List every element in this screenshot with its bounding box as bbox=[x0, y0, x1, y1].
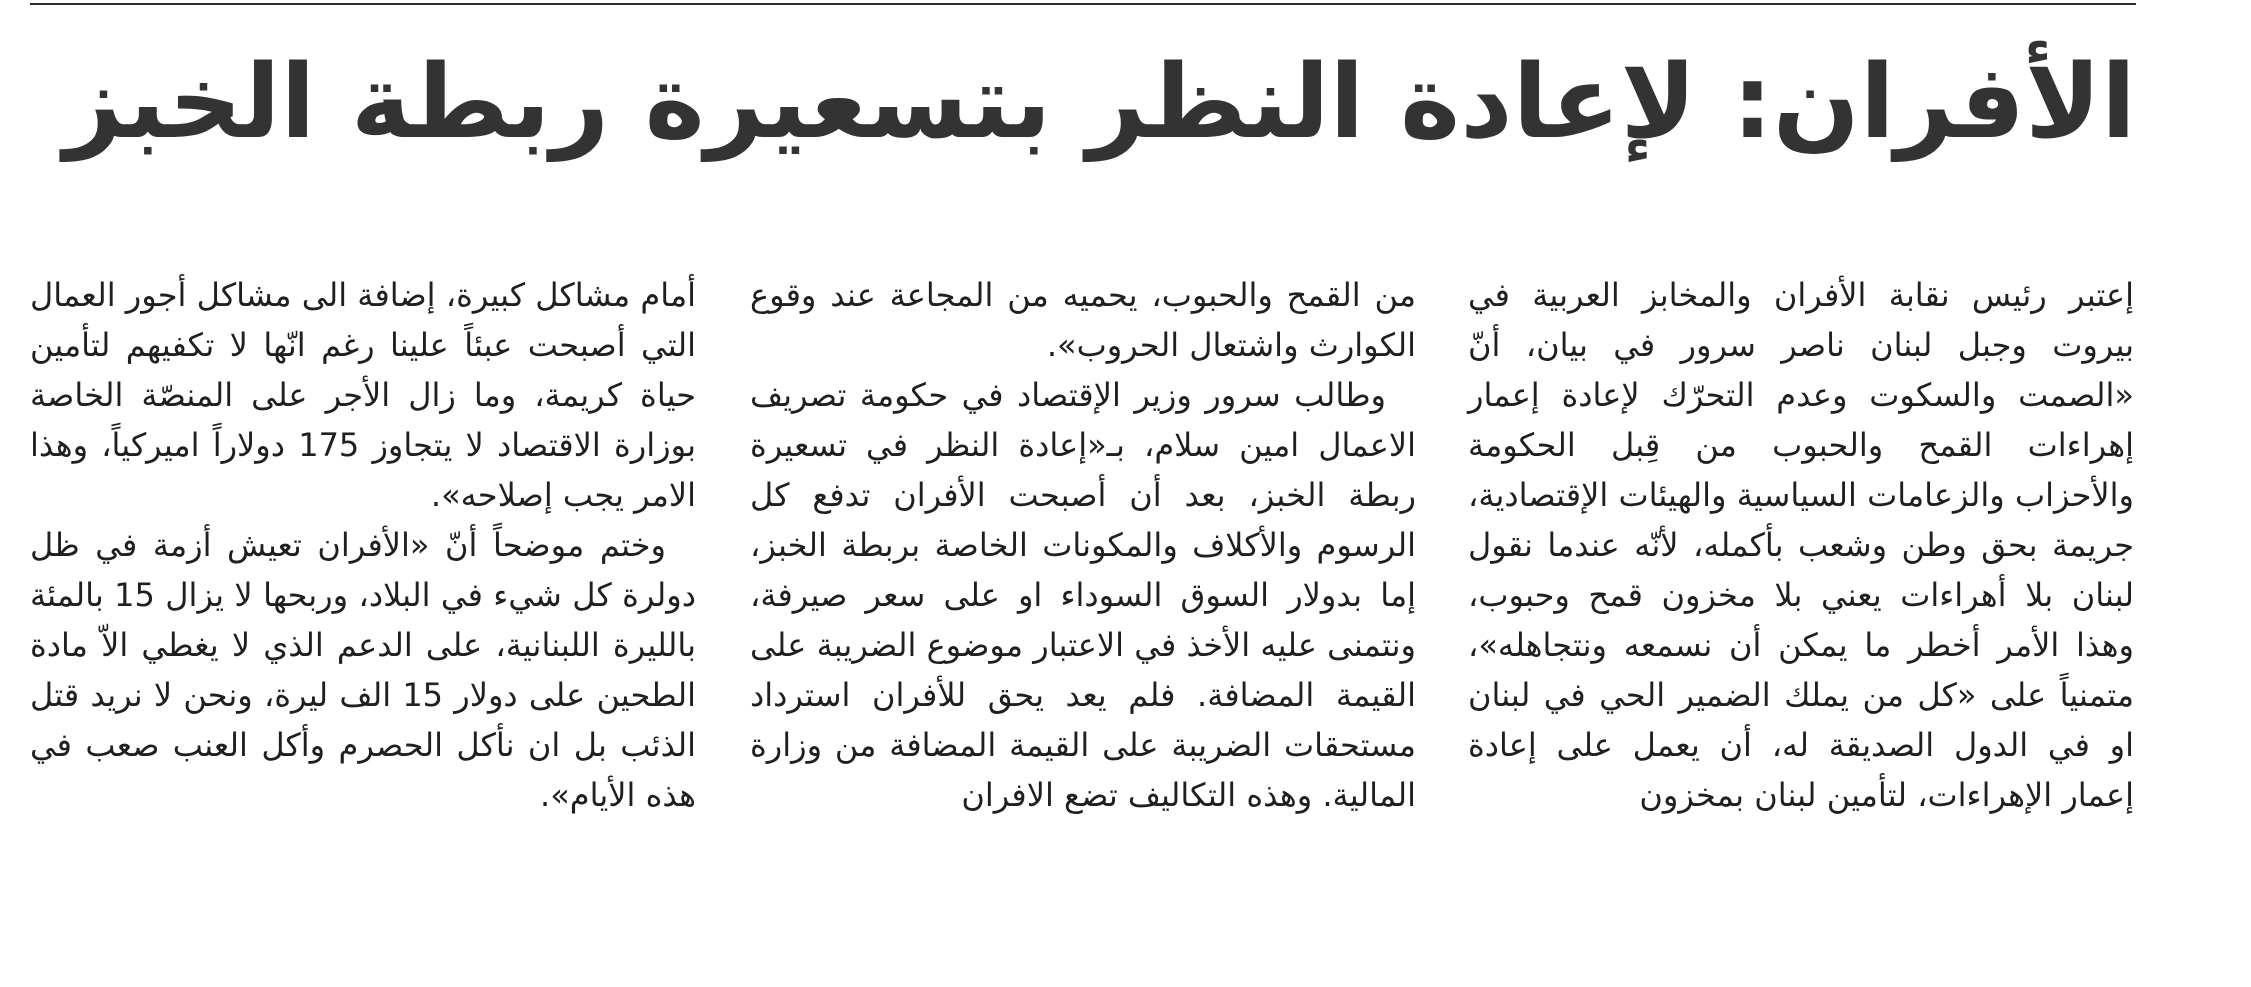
paragraph: أمام مشاكل كبيرة، إضافة الى مشاكل أجور العمال التي أصبحت عبئاً علينا رغم انّها لا تكفيهم لتأمين حياة كريمة، وما زال الأجر على المنصّة الخاصة بوزارة الاقتصاد لا يتجاوز 175 دولاراً اميركياً، وهذا الامر يجب إصلاحه». bbox=[30, 276, 697, 514]
article-column-3 bbox=[30, 270, 696, 820]
paragraph: من القمح والحبوب، يحميه من المجاعة عند وقوع الكوارث واشتعال الحروب». bbox=[750, 276, 1416, 364]
paragraph: وختم موضحاً أنّ «الأفران تعيش أزمة في ظل دولرة كل شيء في البلاد، وربحها لا يزال 15 بالمئة بالليرة اللبنانية، على الدعم الذي لا يغطي الاّ مادة الطحين على دولار 15 الف ليرة، ونحن لا نريد قتل الذئب بل ان نأكل الحصرم وأكل العنب صعب في هذه الأيام». bbox=[30, 526, 697, 814]
top-rule bbox=[30, 3, 2136, 5]
article-column-2 bbox=[750, 270, 1416, 820]
paragraph: وطالب سرور وزير الإقتصاد في حكومة تصريف الاعمال امين سلام، بـ«إعادة النظر في تسعيرة ربطة الخبز، بعد أن أصبحت الأفران تدفع كل الرسوم والأكلاف والمكونات الخاصة بربطة الخبز، إما بدولار السوق السوداء او على سعر صيرفة، ونتمنى عليه الأخذ في الاعتبار موضوع الضريبة على القيمة المضافة. فلم يعد يحق للأفران استرداد مستحقات الضريبة على القيمة المضافة من وزارة المالية. وهذه التكاليف تضع الافران bbox=[750, 376, 1416, 814]
paragraph: إعتبر رئيس نقابة الأفران والمخابز العربية في بيروت وجبل لبنان ناصر سرور في بيان، أنّ «الصمت والسكوت وعدم التحرّك لإعادة إعمار إهراءات القمح والحبوب من قِبل الحكومة والأحزاب والزعامات السياسية والهيئات الإقتصادية، جريمة بحق وطن وشعب بأكمله، لأنّه عندما نقول لبنان بلا أهراءات يعني بلا مخزون قمح وحبوب، وهذا الأمر أخطر ما يمكن أن نسمعه ونتجاهله»، متمنياً على «كل من يملك الضمير الحي في لبنان او في الدول الصديقة له، أن يعمل على إعادة إعمار الإهراءات، لتأمين لبنان بمخزون bbox=[1468, 276, 2134, 814]
headline: الأفران: لإعادة النظر بتسعيرة ربطة الخبز bbox=[63, 43, 2136, 162]
article-column-1 bbox=[1468, 270, 2134, 820]
